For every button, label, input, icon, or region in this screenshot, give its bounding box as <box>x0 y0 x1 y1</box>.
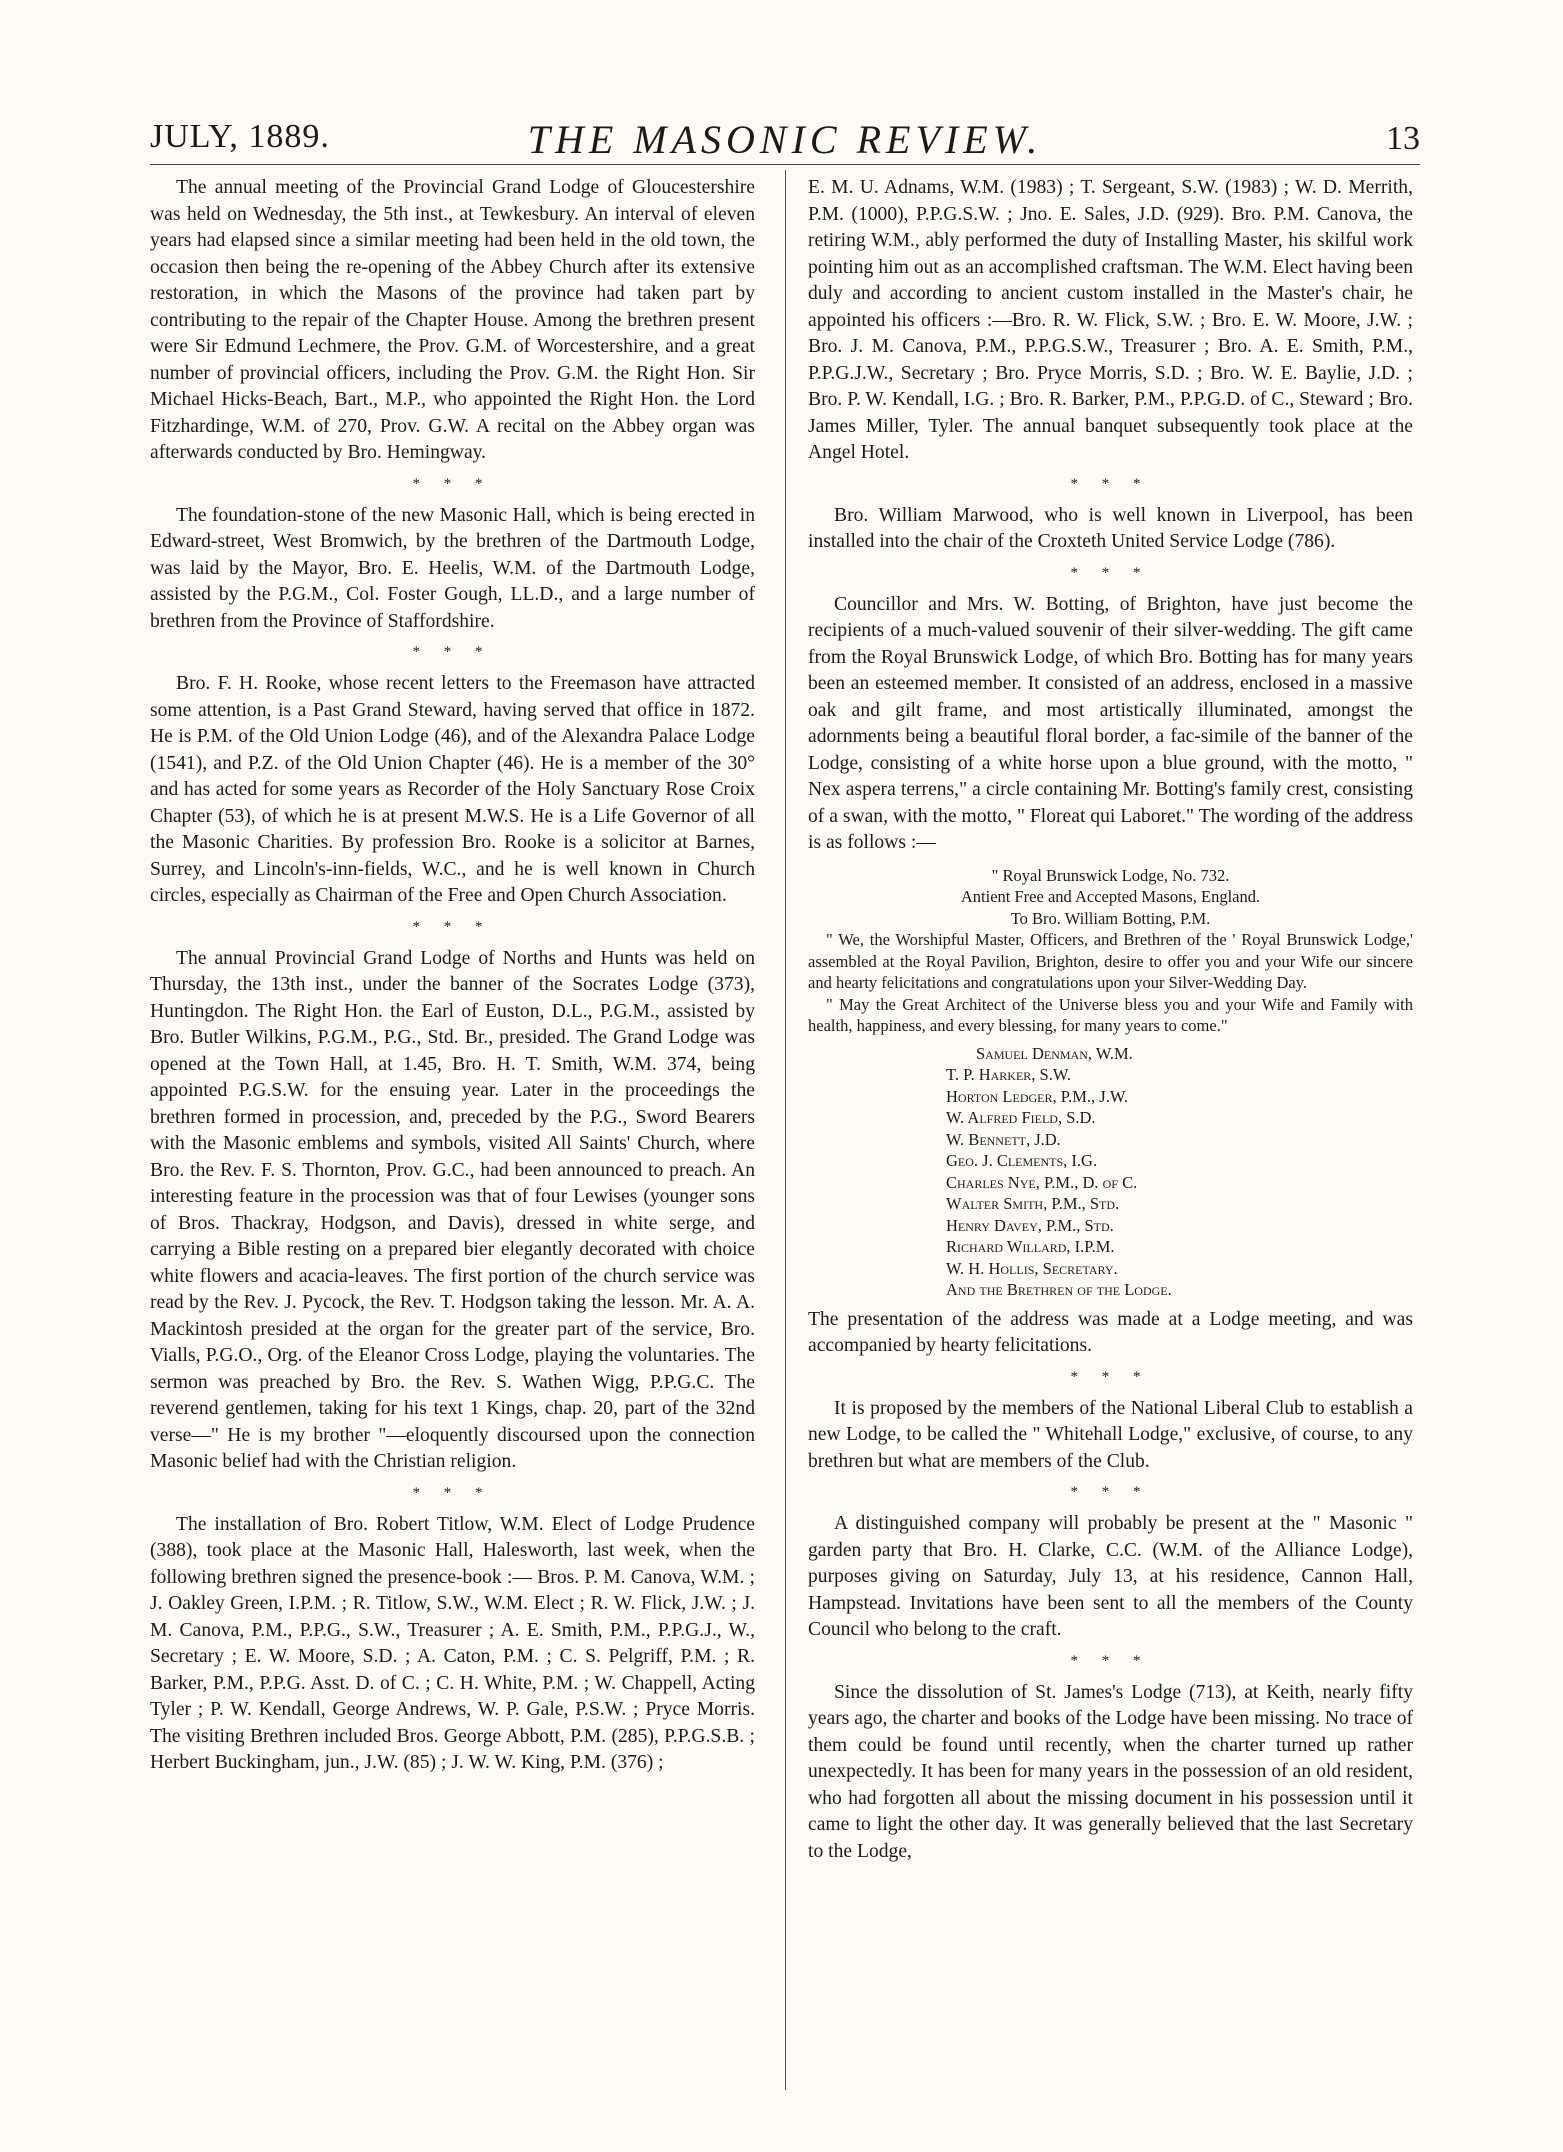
article-whitehall-lodge: It is proposed by the members of the National Liberal Club to establish a new Lodge, to be called the " Whitehall Lodge," exclusive, of course, to any brethren but what are members of the Club. <box>808 1397 1413 1472</box>
signature-line: W. Bennett, J.D. <box>946 1129 1061 1149</box>
signature-line: Walter Smith, P.M., Std. <box>946 1194 1120 1213</box>
section-separator: * * * <box>412 644 493 660</box>
signature-line: W. Alfred Field, S.D. <box>946 1108 1096 1127</box>
signature-line: Samuel Denman, W.M. <box>976 1043 1133 1063</box>
address-heading-recipient: To Bro. William Botting, P.M. <box>1010 908 1211 928</box>
signature-line: T. P. Harker, S.W. <box>946 1065 1072 1084</box>
article-norths-hunts: The annual Provincial Grand Lodge of Norths and Hunts was held on Thursday, the 13th inst., under the banner of the Socrates Lodge (373), Huntingdon. The Right Hon. the Earl of Euston, D.L., P.G.M., assisted by Bro. Butler Wilkins, P.G.M., P.G., Std. Br., presided. The Grand Lodge was opened at the Town Hall, at 1.45, Bro. H. T. Smith, W.M. 374, being appointed P.G.S.W. for the ensuing year. Later in the proceedings the brethren formed in procession, and, preceded by the P.G., Sword Bearers with the Masonic emblems and symbols, visited All Saints' Church, where Bro. the Rev. F. S. Thornton, Prov. G.C., had been announced to preach. An interesting feature in the procession was that of four Lewises (younger sons of Bros. Thackray, Hodgson, and Davis), dressed in white serge, and carrying a Bible resting on a prepared bier elegantly decorated with choice white flowers and acacia-leaves. The first portion of the church service was read by the Rev. J. Pycock, the Rev. T. Hodgson taking the lesson. Mr. A. A. Mackintosh presided at the organ for the greater part of the service, Bro. Vialls, P.G.O., Org. of the Eleanor Cross Lodge, playing the voluntaries. The sermon was preached by Bro. the Rev. S. Wathen Wigg, P.P.G.C. The reverend gentlemen, taking for his text 1 Kings, chap. 20, part of the 32nd verse—" He is my brother "—eloquently discoursed upon the connection Masonic belief had with the Christian religion. <box>150 947 755 1472</box>
left-column <box>150 175 755 1777</box>
section-separator: * * * <box>1070 564 1151 581</box>
signature-line: Richard Willard, I.P.M. <box>946 1237 1115 1256</box>
article-gloucestershire: The annual meeting of the Provincial Grand Lodge of Gloucestershire was held on Wednesday, the 5th inst., at Tewkesbury. An interval of eleven years had elapsed since a similar meeting had been held in the old town, the occasion then being the re-opening of the Abbey Church after its extensive restoration, in which the Masons of the province had taken part by contributing to the repair of the Chapter House. Among the brethren present were Sir Edmund Lechmere, the Prov. G.M. of Worcestershire, and a great number of provincial officers, including the Prov. G.M. the Right Hon. Sir Michael Hicks-Beach, Bart., M.P., who appointed the Right Hon. the Lord Fitzhardinge, W.M. of 270, Prov. G.W. A recital on the Abbey organ was afterwards conducted by Bro. Hemingway. <box>150 177 755 463</box>
address-body-greeting: " We, the Worshipful Master, Officers, and Brethren of the ' Royal Brunswick Lodge,' assembled at the Royal Pavilion, Brighton, desire to offer you and your Wife our sincere and hearty felicitations and congratulations upon your Silver-Wedding Day. <box>808 930 1413 992</box>
signature-line: Charles Nye, P.M., D. of C. <box>946 1172 1138 1192</box>
article-keith-lodge: Since the dissolution of St. James's Lodge (713), at Keith, nearly fifty years ago, the charter and books of the Lodge have been missing. No trace of them could be found until recently, when the charter turned up rather unexpectedly. It has been for many years in the possession of an old resident, who had forgotten all about the missing document in his possession until it came to light the other day. It was generally believed that the last Secretary to the Lodge, <box>808 1681 1414 1862</box>
signature-line: Henry Davey, P.M., Std. <box>946 1215 1114 1235</box>
signature-line: W. H. Hollis, Secretary. <box>946 1258 1118 1278</box>
section-separator: * * * <box>1070 1484 1151 1500</box>
article-titlow-continued: E. M. U. Adnams, W.M. (1983) ; T. Sergeant, S.W. (1983) ; W. D. Merrith, P.M. (1000), P.P.G.S.W. ; Jno. E. Sales, J.D. (929). Bro. P.M. Canova, the retiring W.M., ably performed the duty of Installing Master, his skilful work pointing him out as an accomplished craftsman. The W.M. Elect having been duly and according to ancient custom installed in the Master's chair, he appointed his officers :—Bro. R. W. Flick, S.W. ; Bro. E. W. Moore, J.W. ; Bro. J. M. Canova, P.M., P.P.G.S.W., Treasurer ; Bro. A. E. Smith, P.M., P.P.G.J.W., Secretary ; Bro. Pryce Morris, S.D. ; Bro. W. E. Baylie, J.D. ; Bro. P. W. Kendall, I.G. ; Bro. R. Barker, P.M., P.P.G.D. of C., Steward ; Bro. James Miller, Tyler. The annual banquet subsequently took place at the Angel Hotel. <box>808 177 1413 463</box>
section-separator: * * * <box>412 918 493 935</box>
article-garden-party: A distinguished company will probably be present at the " Masonic " garden party that Bro. H. Clarke, C.C. (W.M. of the Alliance Lodge), purposes giving on Saturday, July 13, at his residence, Cannon Hall, Hampstead. Invitations have been sent to all the members of the County Council who belong to the craft. <box>808 1513 1413 1640</box>
article-presentation: The presentation of the address was made at a Lodge meeting, and was accompanied by hearty felicitations. <box>808 1308 1413 1356</box>
address-heading-masons: Antient Free and Accepted Masons, England. <box>960 887 1261 906</box>
address-heading-lodge: " Royal Brunswick Lodge, No. 732. <box>991 865 1230 885</box>
publication-title: THE MASONIC REVIEW. <box>527 117 1043 162</box>
page-header <box>150 118 1420 164</box>
section-separator: * * * <box>412 475 493 492</box>
address-body-blessing: " May the Great Architect of the Universe bless you and your Wife and Family with health, happiness, and every blessing, for many years to come." <box>808 994 1413 1035</box>
address-quotation <box>808 865 1413 1301</box>
article-titlow-installation: The installation of Bro. Robert Titlow, W.M. Elect of Lodge Prudence (388), took place at the Masonic Hall, Halesworth, last week, when the following brethren signed the presence-book :— Bros. P. M. Canova, W.M. ; J. Oakley Green, I.P.M. ; R. Titlow, S.W., W.M. Elect ; R. W. Flick, J.W. ; J. M. Canova, P.M., P.P.G., S.W., Treasurer ; A. E. Smith, P.M., P.P.G.J., W., Secretary ; E. W. Moore, S.D. ; A. Caton, P.M. ; C. S. Pelgriff, P.M. ; R. Barker, P.M., P.P.G. Asst. D. of C. ; C. H. White, P.M. ; W. Chappell, Acting Tyler ; P. W. Kendall, George Andrews, W. P. Gale, P.S.W. ; Pryce Morris. The visiting Brethren included Bros. George Abbott, P.M. (285), P.P.G.S.B. ; Herbert Buckingham, jun., J.W. (85) ; J. W. W. King, P.M. (376) ; <box>150 1513 755 1773</box>
article-marwood: Bro. William Marwood, who is well known in Liverpool, has been installed into the chair of the Croxteth United Service Lodge (786). <box>808 504 1413 552</box>
signature-line: Geo. J. Clements, I.G. <box>946 1151 1098 1170</box>
page-number: 13 <box>1386 120 1420 157</box>
article-west-bromwich: The foundation-stone of the new Masonic Hall, which is being erected in Edward-street, West Bromwich, by the brethren of the Dartmouth Lodge, was laid by the Mayor, Bro. E. Heelis, W.M. of the Dartmouth Lodge, assisted by the P.G.M., Col. Foster Gough, LL.D., and a large number of brethren from the Province of Staffordshire. <box>150 504 755 632</box>
article-botting: Councillor and Mrs. W. Botting, of Brighton, have just become the recipients of a much-valued souvenir of their silver-wedding. The gift came from the Royal Brunswick Lodge, of which Bro. Botting has for many years been an esteemed member. It consisted of an address, enclosed in a massive oak and gilt frame, and most artistically illuminated, amongst the adornments being a beautiful floral border, a fac-simile of the banner of the Lodge, consisting of a white horse upon a blue ground, with the motto, " Nex aspera terrens," a circle containing Mr. Botting's family crest, consisting of a swan, with the motto, " Floreat qui Laboret." The wording of the address is as follows :— <box>808 593 1413 853</box>
section-separator: * * * <box>1070 1368 1151 1385</box>
right-column <box>808 175 1413 1865</box>
column-divider <box>785 170 786 2090</box>
section-separator: * * * <box>1070 1652 1151 1669</box>
issue-date: JULY, 1889. <box>150 118 330 155</box>
signature-line: And the Brethren of the Lodge. <box>946 1280 1172 1299</box>
section-separator: * * * <box>412 1484 493 1501</box>
section-separator: * * * <box>1070 475 1151 492</box>
article-rooke: Bro. F. H. Rooke, whose recent letters to the Freemason have attracted some attention, is a Past Grand Steward, having served that office in 1872. He is P.M. of the Old Union Lodge (46), and of the Alexandra Palace Lodge (1541), and P.Z. of the Old Union Chapter (46). He is a member of the 30° and has acted for some years as Recorder of the Holy Sanctuary Rose Croix Chapter (53), of which he is at present M.W.S. He is a Life Governor of all the Masonic Charities. By profession Bro. Rooke is a solicitor at Barnes, Surrey, and Lincoln's-inn-fields, W.C., and he is well known in Church circles, especially as Chairman of the Free and Open Church Association. <box>150 673 755 906</box>
header-rule <box>150 164 1420 165</box>
signature-line: Horton Ledger, P.M., J.W. <box>946 1086 1129 1106</box>
